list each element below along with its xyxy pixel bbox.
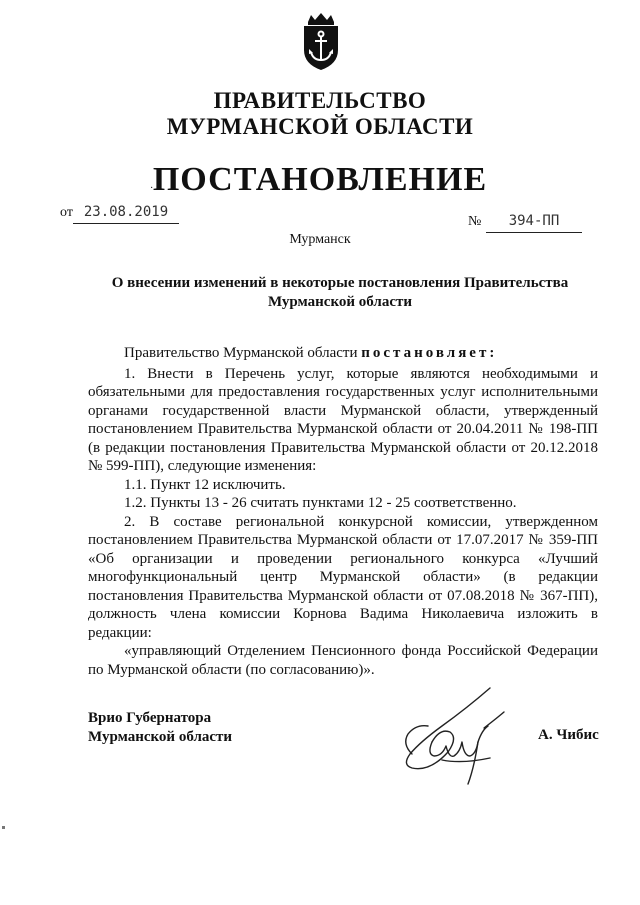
document-type-title: ПОСТАНОВЛЕНИЕ [152,161,488,198]
org-name-line1: ПРАВИТЕЛЬСТВО [213,88,427,113]
paragraph-1-2: 1.2. Пункты 13 - 26 считать пунктами 12 - 25 соответственно. [124,495,517,511]
paragraph-2: 2. В составе региональной конкурсной комиссии, утвержденном постановлением Правительства Мурманской области от 17.07.2017 № 359-ПП «Об организации и проведении регионального конкурса «Лучший многофункциональный центр Мурманской области» (в редакции постановления Правительства Мурманской области от 07.08.2018 № 367-ПП), должность члена комиссии Корнова Вадима Николаевича изложить в редакции: [88,513,598,641]
document-number: 394-ПП [508,213,560,229]
intro-keyword: постановляет: [361,345,498,361]
date-prefix: от [60,205,73,220]
document-body [88,344,598,679]
city-name: Мурманск [289,232,351,247]
date-underline [73,223,179,224]
handwritten-signature [372,668,522,788]
paragraph-2-quote: «управляющий Отделением Пенсионного фонда Российской Федерации по Мурманской области (по согласованию)». [88,643,598,678]
signatory-position-line1: Врио Губернатора [88,710,212,726]
intro-text: Правительство Мурманской области [124,345,362,361]
signatory-position [88,709,232,747]
signatory-name: А. Чибис [538,727,599,743]
intro-paragraph [88,344,598,363]
paragraph-1-1: 1.1. Пункт 12 исключить. [124,476,286,493]
number-prefix: № [468,214,482,229]
scan-mark [2,826,5,829]
org-name-line2: МУРМАНСКОЙ ОБЛАСТИ [166,114,474,139]
stray-dot: · [150,183,154,194]
signatory-position-line2: Мурманской области [88,729,233,745]
coat-of-arms-icon [296,12,346,72]
document-date: 23.08.2019 [83,204,169,220]
paragraph-1: 1. Внести в Перечень услуг, которые являются необходимыми и обязательными для предоставления государственных услуг исполнительными органами государственной власти Мурманской области, утвержденный постановлением Правительства Мурманской области от 20.04.2011 № 198-ПП (в редакции постановления Правительства Мурманской области от 20.12.2018 № 599-ПП), следующие изменения: [88,365,598,474]
document-subject: О внесении изменений в некоторые постановления Правительства Мурманской области [111,275,569,310]
